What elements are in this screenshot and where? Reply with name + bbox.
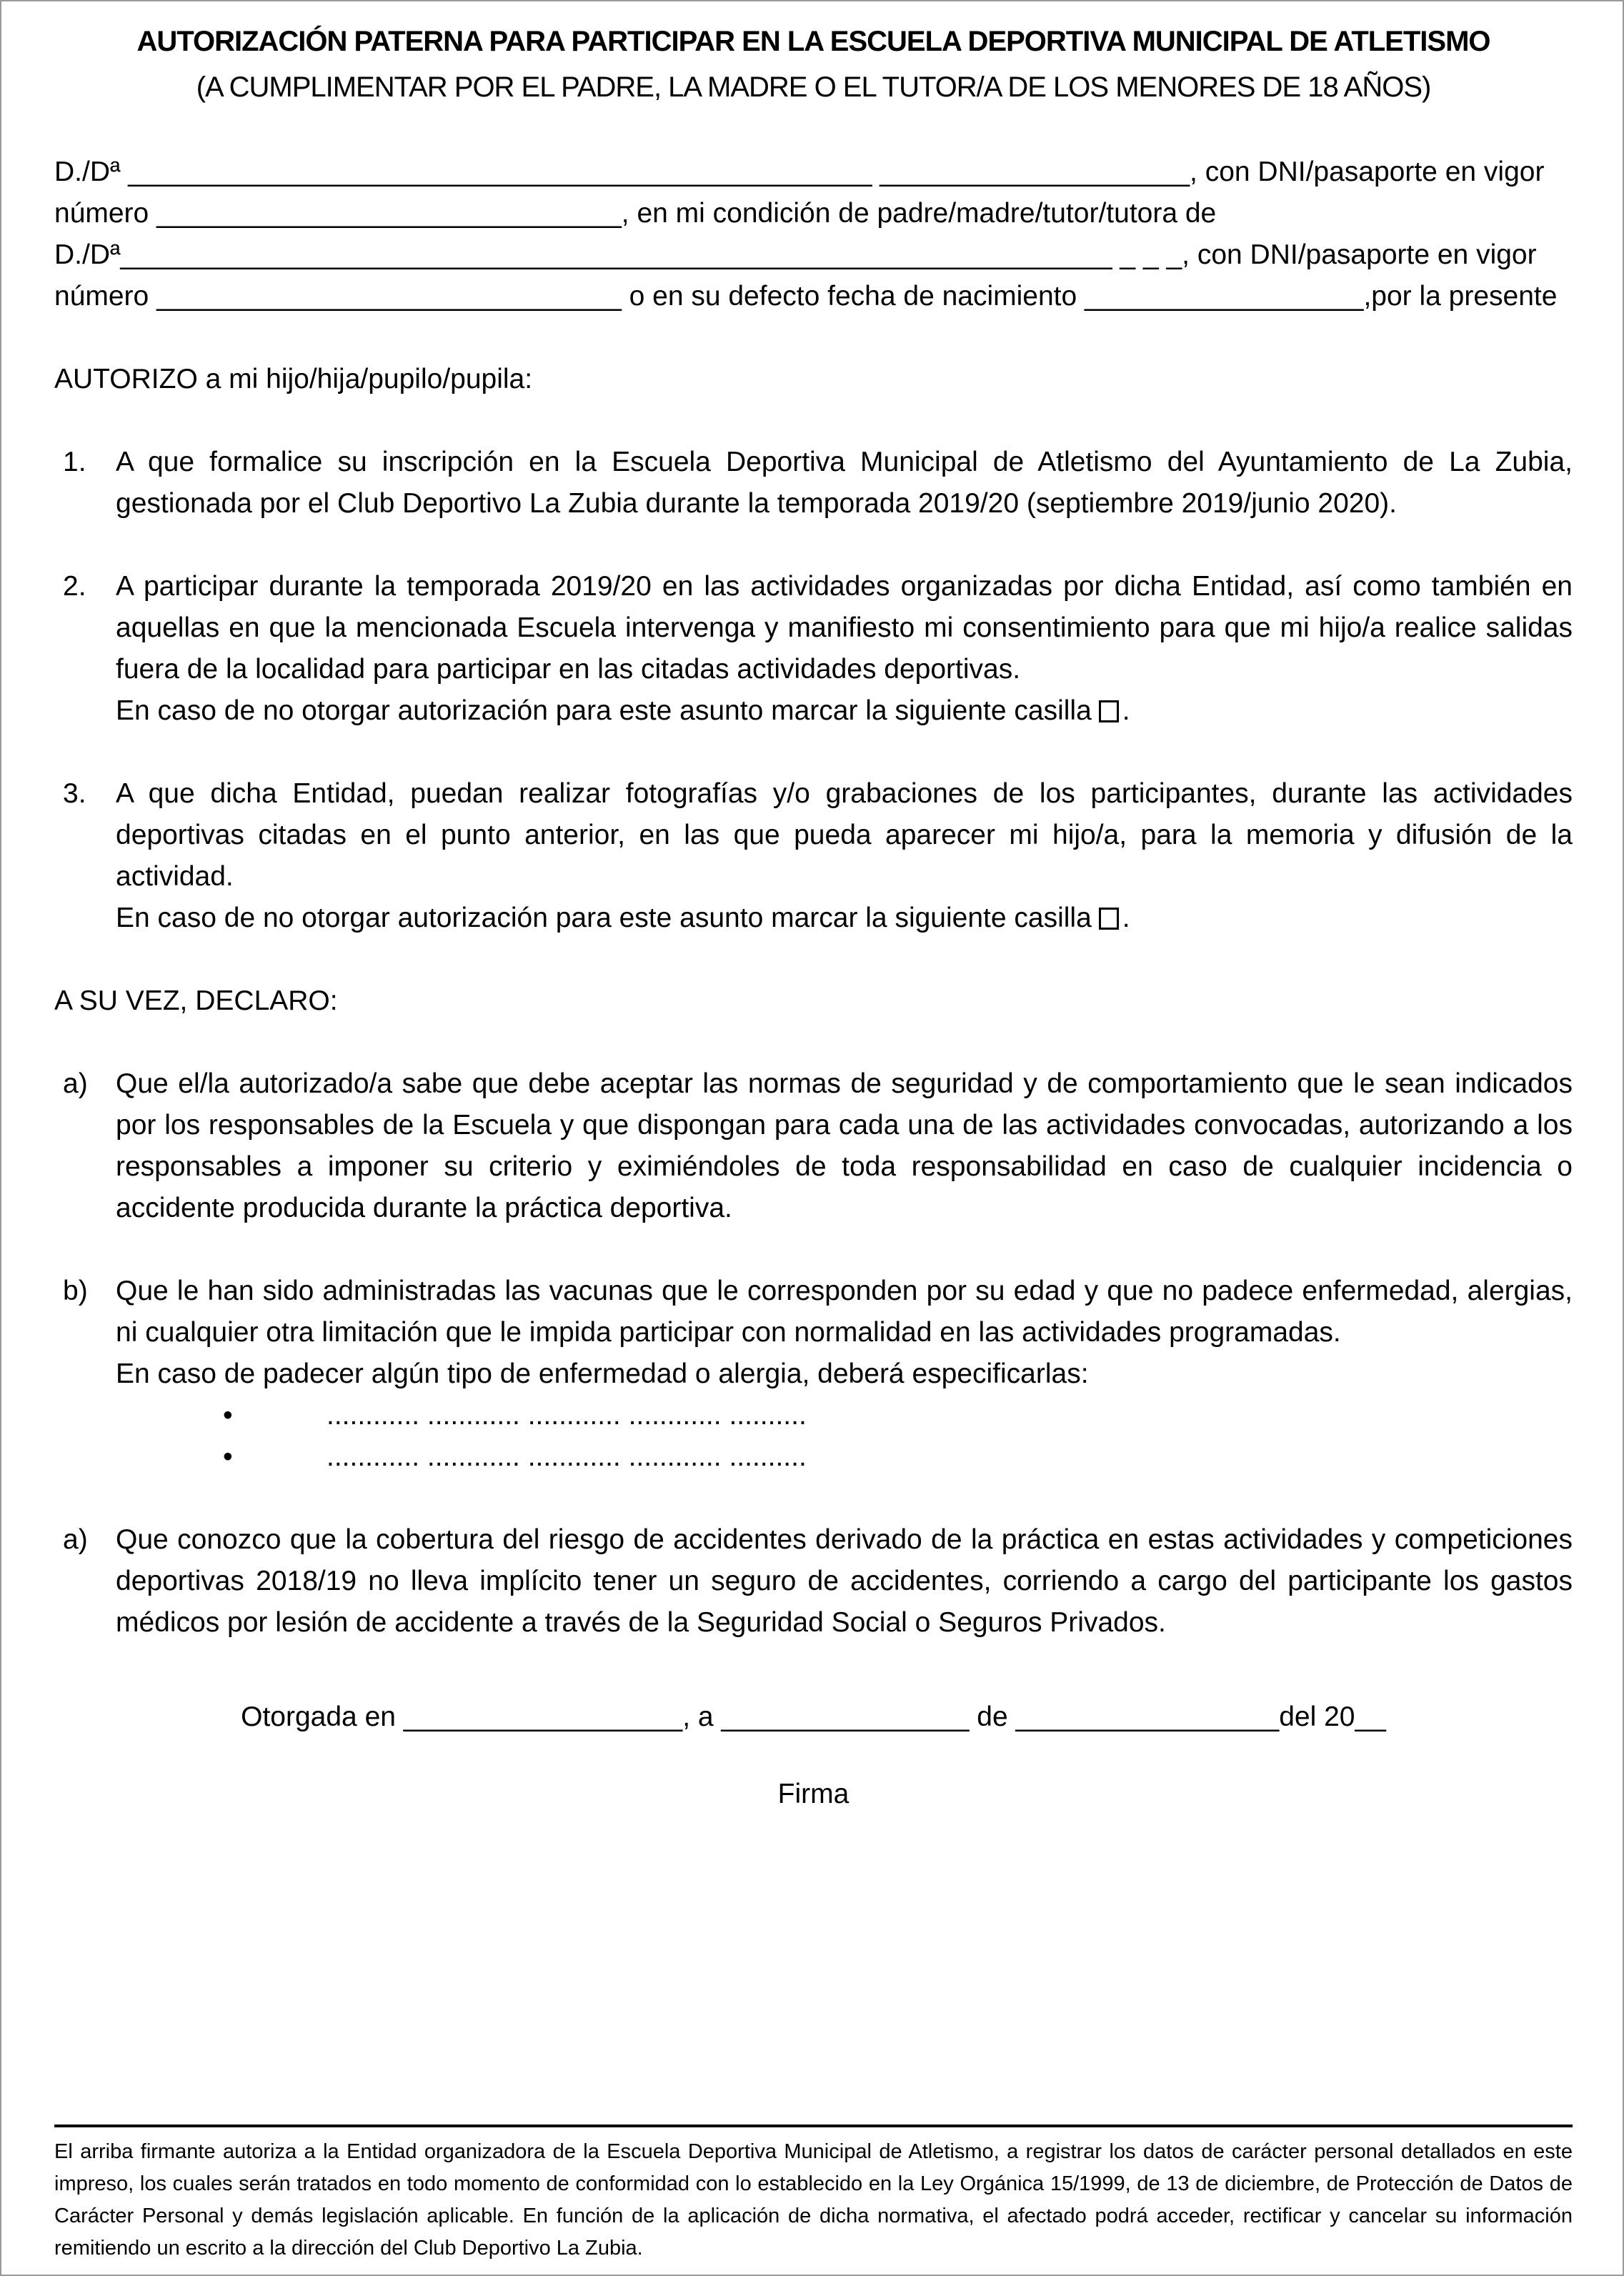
note-text: En caso de no otorgar autorización para este asunto marcar la siguiente casilla bbox=[116, 695, 1092, 726]
allergy-blank-line bbox=[116, 1395, 1573, 1436]
item-letter: b) bbox=[63, 1276, 88, 1306]
checkbox-icon[interactable] bbox=[1099, 700, 1119, 722]
item-body bbox=[116, 1271, 1573, 1478]
item-body bbox=[116, 773, 1573, 939]
note-period: . bbox=[1122, 695, 1130, 726]
item-text: Que le han sido administradas las vacunas que le corresponden por su edad y que no padece enfermedad, alergias, ni cualquier otra limitación que le impida participar con normalidad en las actividades programadas. bbox=[116, 1276, 1573, 1348]
declaration-item-a bbox=[54, 1063, 1573, 1229]
allergy-blank-line bbox=[116, 1436, 1573, 1478]
item-opt-out-note bbox=[116, 690, 1573, 732]
dotted-blank: ............ ............ ............ ............ .......... bbox=[327, 1441, 807, 1472]
otorgada-date-line: Otorgada en __________________, a ________________ de _________________del 20__ bbox=[241, 1701, 1386, 1732]
declaration-item-b bbox=[54, 1271, 1573, 1478]
item-body bbox=[116, 1063, 1573, 1229]
item-body bbox=[116, 1519, 1573, 1644]
item-body bbox=[116, 442, 1573, 525]
intro-line-child-name: D./Dª________________________________________________________________ _ _ _, con DNI/pasaporte en vigor bbox=[54, 239, 1537, 270]
checkbox-icon[interactable] bbox=[1099, 908, 1119, 930]
item-opt-out-note bbox=[116, 898, 1573, 939]
intro-line-parent-dni: número ______________________________, en mi condición de padre/madre/tutor/tutora de bbox=[54, 198, 1217, 229]
declare-heading: A SU VEZ, DECLARO: bbox=[54, 985, 338, 1016]
note-period: . bbox=[1122, 903, 1130, 933]
declaration-item-a2 bbox=[54, 1519, 1573, 1644]
item-text: A que dicha Entidad, puedan realizar fotografías y/o grabaciones de los participantes, durante las actividades deportivas citadas en el punto anterior, en las que pueda aparecer mi hijo/a, para la memoria y difusión de la actividad. bbox=[116, 778, 1573, 892]
authorization-item-3 bbox=[54, 773, 1573, 939]
dotted-blank: ............ ............ ............ ............ .......... bbox=[327, 1400, 807, 1431]
footer-text: El arriba firmante autoriza a la Entidad organizadora de la Escuela Deportiva Municipal de Atletismo, a registrar los datos de carácter personal detallados en este impreso, los cuales serán tratados en todo momento de conformidad con lo establecido en la Ley Orgánica 15/1999, de 13 de diciembre, de Protección de Datos de Carácter Personal y demás legislación aplicable. En función de la aplicación de dicha normativa, el afectado podrá acceder, rectificar y cancelar su información remitiendo un escrito a la dirección del Club Deportivo La Zubia. bbox=[54, 2140, 1573, 2260]
document-title: AUTORIZACIÓN PATERNA PARA PARTICIPAR EN LA ESCUELA DEPORTIVA MUNICIPAL DE ATLETISMO bbox=[136, 26, 1490, 57]
intro-line-child-dni-birthdate: número ______________________________ o en su defecto fecha de nacimiento __________________,por la presente bbox=[54, 281, 1558, 312]
firma-label: Firma bbox=[777, 1779, 850, 1809]
authorize-heading: AUTORIZO a mi hijo/hija/pupilo/pupila: bbox=[54, 364, 533, 394]
note-text: En caso de no otorgar autorización para este asunto marcar la siguiente casilla bbox=[116, 903, 1092, 933]
bullet-icon: • bbox=[223, 1400, 233, 1431]
item-text: Que el/la autorizado/a sabe que debe aceptar las normas de seguridad y de comportamiento que le sean indicados por los responsables de la Escuela y que dispongan para cada una de las actividades convocadas, autorizando a los responsables a imponer su criterio y eximiéndoles de toda responsabilidad en caso de cualquier incidencia o accidente producida durante la práctica deportiva. bbox=[116, 1068, 1573, 1223]
footer-legal bbox=[54, 2125, 1573, 2265]
item-body bbox=[116, 566, 1573, 732]
authorization-item-1 bbox=[54, 442, 1573, 525]
intro-line-parent-name: D./Dª ________________________________________________ ____________________, con DNI/pasaporte en vigor bbox=[54, 156, 1545, 187]
document-subtitle: (A CUMPLIMENTAR POR EL PADRE, LA MADRE O EL TUTOR/A DE LOS MENORES DE 18 AÑOS) bbox=[196, 71, 1431, 103]
item-text: Que conozco que la cobertura del riesgo de accidentes derivado de la práctica en estas actividades y competiciones deportivas 2018/19 no lleva implícito tener un seguro de accidentes, corriendo a cargo del participante los gastos médicos por lesión de accidente a través de la Seguridad Social o Seguros Privados. bbox=[116, 1524, 1573, 1638]
authorizations-list bbox=[54, 400, 1573, 939]
declarations-list bbox=[54, 1022, 1573, 1644]
item-letter: a) bbox=[63, 1524, 88, 1555]
authorization-item-2 bbox=[54, 566, 1573, 732]
item-number: 1. bbox=[63, 447, 86, 477]
item-text: A que formalice su inscripción en la Escuela Deportiva Municipal de Atletismo del Ayuntamiento de La Zubia, gestionada por el Club Deportivo La Zubia durante la temporada 2019/20 (septiembre 2019/junio 2020). bbox=[116, 447, 1573, 519]
item-text: A participar durante la temporada 2019/20 en las actividades organizadas por dicha Entidad, así como también en aquellas en que la mencionada Escuela intervenga y manifiesto mi consentimiento para que mi hijo/a realice salidas fuera de la localidad para participar en las citadas actividades deportivas. bbox=[116, 571, 1573, 685]
item-number: 2. bbox=[63, 571, 86, 602]
bullet-icon: • bbox=[223, 1441, 233, 1472]
item-number: 3. bbox=[63, 778, 86, 809]
intro-section bbox=[54, 151, 1573, 317]
item-letter: a) bbox=[63, 1068, 88, 1099]
allergy-note: En caso de padecer algún tipo de enfermedad o alergia, deberá especificarlas: bbox=[116, 1358, 1089, 1389]
